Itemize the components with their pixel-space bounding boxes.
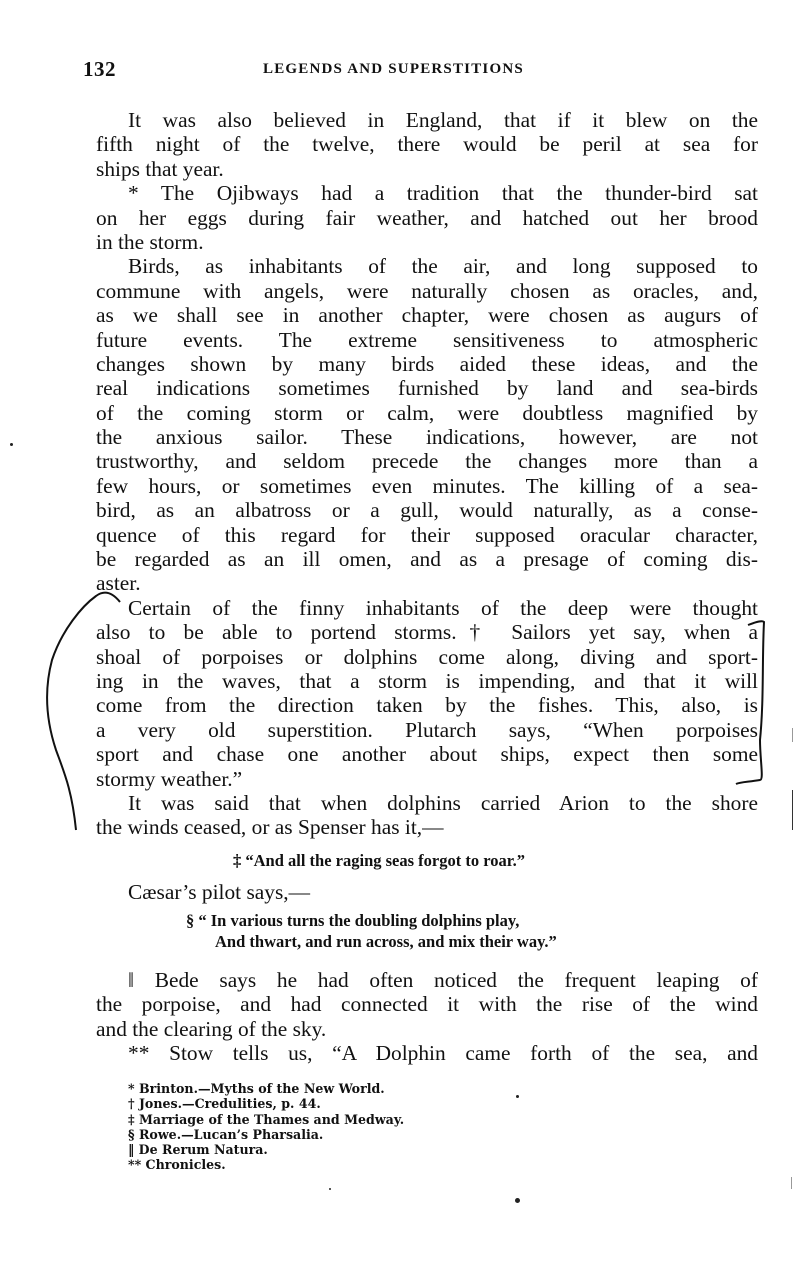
text-line: It was said that when dolphins carried Arion to the shore bbox=[128, 790, 758, 815]
spenser-quote: ‡ “And all the raging seas forgot to roar.” bbox=[233, 850, 525, 870]
quote-line: And thwart, and run across, and mix their way.” bbox=[215, 931, 557, 951]
spacer bbox=[96, 952, 758, 968]
running-head: LEGENDS AND SUPERSTITIONS bbox=[263, 61, 524, 77]
text-line: come from the direction taken by the fishes. This, also, is bbox=[96, 693, 758, 718]
text-line: aster. bbox=[96, 571, 141, 596]
quote-line: § “ In various turns the doubling dolphins play, bbox=[186, 910, 520, 930]
footnote: ‖ De Rerum Natura. bbox=[128, 1142, 268, 1158]
text-line: future events. The extreme sensitiveness to atmospheric bbox=[96, 327, 758, 352]
paragraph-3 bbox=[96, 254, 758, 595]
text-line: fifth night of the twelve, there would be peril at sea for bbox=[96, 132, 758, 157]
text-line: the porpoise, and had connected it with the rise of the wind bbox=[96, 992, 758, 1017]
page-speck bbox=[515, 1198, 520, 1203]
text-line: Birds, as inhabitants of the air, and long supposed to bbox=[128, 254, 758, 279]
footnotes bbox=[128, 1081, 404, 1173]
paragraph-5 bbox=[96, 791, 758, 840]
page-speck bbox=[10, 443, 13, 446]
paragraph-7 bbox=[96, 1041, 758, 1065]
text-line: stormy weather.” bbox=[96, 766, 243, 791]
text-line: bird, as an albatross or a gull, would naturally, as a conse- bbox=[96, 498, 758, 523]
text-line: ** Stow tells us, “A Dolphin came forth of the sea, and bbox=[128, 1040, 758, 1065]
text-line: * The Ojibways had a tradition that the thunder-bird sat bbox=[128, 181, 758, 206]
text-line: of the coming storm or calm, were doubtless magnified by bbox=[96, 400, 758, 425]
margin-mark bbox=[792, 790, 793, 830]
text-line: be regarded as an ill omen, and as a presage of coming dis- bbox=[96, 547, 758, 572]
text-line: ing in the waves, that a storm is impending, and that it will bbox=[96, 668, 758, 693]
text-line: ‖ Bede says he had often noticed the frequent leaping of bbox=[128, 967, 758, 992]
text-line: ships that year. bbox=[96, 156, 224, 181]
text-line: and the clearing of the sky. bbox=[96, 1016, 327, 1041]
paragraph-4 bbox=[96, 596, 758, 791]
paragraph-1 bbox=[96, 108, 758, 181]
margin-mark bbox=[792, 728, 793, 742]
paragraph-6 bbox=[96, 968, 758, 1041]
text-line: on her eggs during fair weather, and hatched out her brood bbox=[96, 205, 758, 230]
text-line: commune with angels, were naturally chosen as oracles, and, bbox=[96, 278, 758, 303]
text-line: sport and chase one another about ships, expect then some bbox=[96, 742, 758, 767]
footnote: ** Chronicles. bbox=[128, 1157, 226, 1173]
body-text bbox=[96, 108, 758, 1065]
text-line: quence of this regard for their supposed oracular character, bbox=[96, 522, 758, 547]
footnote: * Brinton.—Myths of the New World. bbox=[128, 1081, 385, 1096]
lucan-quote bbox=[96, 910, 758, 952]
page-number: 132 bbox=[83, 57, 116, 81]
text-line: trustworthy, and seldom precede the changes more than a bbox=[96, 449, 758, 474]
text-line: a very old superstition. Plutarch says, “When porpoises bbox=[96, 717, 758, 742]
footnote: ‡ Marriage of the Thames and Medway. bbox=[128, 1111, 405, 1127]
paragraph-2 bbox=[96, 181, 758, 254]
text-line: Certain of the finny inhabitants of the deep were thought bbox=[128, 595, 758, 620]
text-line: shoal of porpoises or dolphins come along, diving and sport- bbox=[96, 644, 758, 669]
text-line: the anxious sailor. These indications, however, are not bbox=[96, 425, 758, 450]
footnote: † Jones.—Credulities, p. 44. bbox=[128, 1096, 321, 1112]
margin-mark bbox=[791, 1177, 792, 1189]
text-line: few hours, or sometimes even minutes. The killing of a sea- bbox=[96, 473, 758, 498]
page-speck bbox=[516, 1095, 519, 1098]
text-line: the winds ceased, or as Spenser has it,— bbox=[96, 815, 444, 840]
page-speck bbox=[329, 1188, 331, 1190]
page-header bbox=[83, 57, 763, 81]
text-line: changes shown by many birds aided these ideas, and the bbox=[96, 351, 758, 376]
text-line: in the storm. bbox=[96, 229, 204, 254]
text-line: real indications sometimes furnished by land and sea-birds bbox=[96, 376, 758, 401]
footnote: § Rowe.—Lucan’s Pharsalia. bbox=[128, 1126, 324, 1142]
text-line: as we shall see in another chapter, were chosen as augurs of bbox=[96, 303, 758, 328]
text-line: It was also believed in England, that if it blew on the bbox=[128, 108, 758, 132]
text-line: also to be able to portend storms.† Sailors yet say, when a bbox=[96, 620, 758, 645]
caesar-intro: Cæsar’s pilot says,— bbox=[128, 879, 311, 904]
